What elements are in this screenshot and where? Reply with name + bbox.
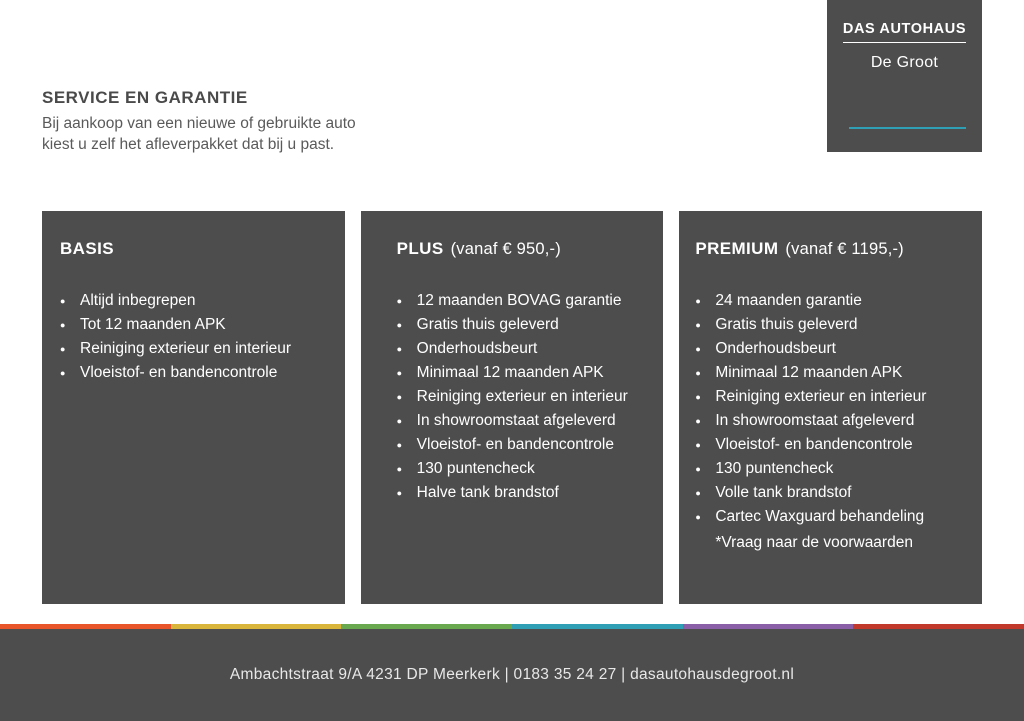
heading-subtitle-line1: Bij aankoop van een nieuwe of gebruikte auto <box>42 115 356 132</box>
list-item: ● Onderhoudsbeurt <box>695 337 962 361</box>
list-item: ● Vloeistof- en bandencontrole <box>695 433 962 457</box>
package-feature-list-plus <box>397 289 644 505</box>
package-name: BASIS <box>60 239 114 258</box>
heading-block <box>42 88 642 155</box>
list-item: ● In showroomstaat afgeleverd <box>397 409 644 433</box>
package-price: (vanaf € 1195,-) <box>785 240 904 258</box>
package-name: PREMIUM <box>695 239 779 258</box>
footer-bar <box>0 629 1024 721</box>
package-title-premium <box>695 239 962 259</box>
list-item: ● Reiniging exterieur en interieur <box>397 385 644 409</box>
list-item: ● Vloeistof- en bandencontrole <box>60 361 325 385</box>
list-item: ● 130 puntencheck <box>397 457 644 481</box>
package-card-plus <box>361 211 664 604</box>
logo-subtitle: De Groot <box>870 54 939 71</box>
package-card-premium <box>679 211 982 604</box>
logo-block <box>827 0 982 152</box>
list-item: ● Vloeistof- en bandencontrole <box>397 433 644 457</box>
logo-title: DAS AUTOHAUS <box>843 21 966 43</box>
package-name: PLUS <box>396 239 444 258</box>
list-item: ● 24 maanden garantie <box>695 289 962 313</box>
list-item: ● Minimaal 12 maanden APK <box>397 361 644 385</box>
package-list <box>42 211 982 604</box>
package-feature-list-premium <box>695 289 962 555</box>
package-card-basis <box>42 211 345 604</box>
list-item: ● Volle tank brandstof <box>695 481 962 505</box>
package-price: (vanaf € 950,-) <box>450 240 561 258</box>
list-item: ● Gratis thuis geleverd <box>695 313 962 337</box>
list-item: ● 130 puntencheck <box>695 457 962 481</box>
footer-contact-text: Ambachtstraat 9/A 4231 DP Meerkerk | 0183 35 24 27 | dasautohausdegroot.nl <box>229 666 795 683</box>
list-item: ● Minimaal 12 maanden APK <box>695 361 962 385</box>
heading-subtitle <box>42 113 642 155</box>
page-title: SERVICE EN GARANTIE <box>42 88 248 107</box>
list-item: ● Cartec Waxguard behandeling <box>695 505 962 529</box>
list-item: ● 12 maanden BOVAG garantie <box>397 289 644 313</box>
package-title-basis <box>60 239 325 259</box>
list-item: ● Reiniging exterieur en interieur <box>60 337 325 361</box>
list-item: ● Onderhoudsbeurt <box>397 337 644 361</box>
logo-accent-rule <box>849 127 966 129</box>
list-item: ● Halve tank brandstof <box>397 481 644 505</box>
list-item: ● Altijd inbegrepen <box>60 289 325 313</box>
list-item: ● Tot 12 maanden APK <box>60 313 325 337</box>
list-item: ● In showroomstaat afgeleverd <box>695 409 962 433</box>
list-item: ● Gratis thuis geleverd <box>397 313 644 337</box>
heading-subtitle-line2: kiest u zelf het afleverpakket dat bij u past. <box>42 136 335 153</box>
package-title-plus <box>397 239 644 259</box>
package-feature-list-basis <box>60 289 325 385</box>
package-note: *Vraag naar de voorwaarden <box>715 534 913 551</box>
list-item: ● Reiniging exterieur en interieur <box>695 385 962 409</box>
